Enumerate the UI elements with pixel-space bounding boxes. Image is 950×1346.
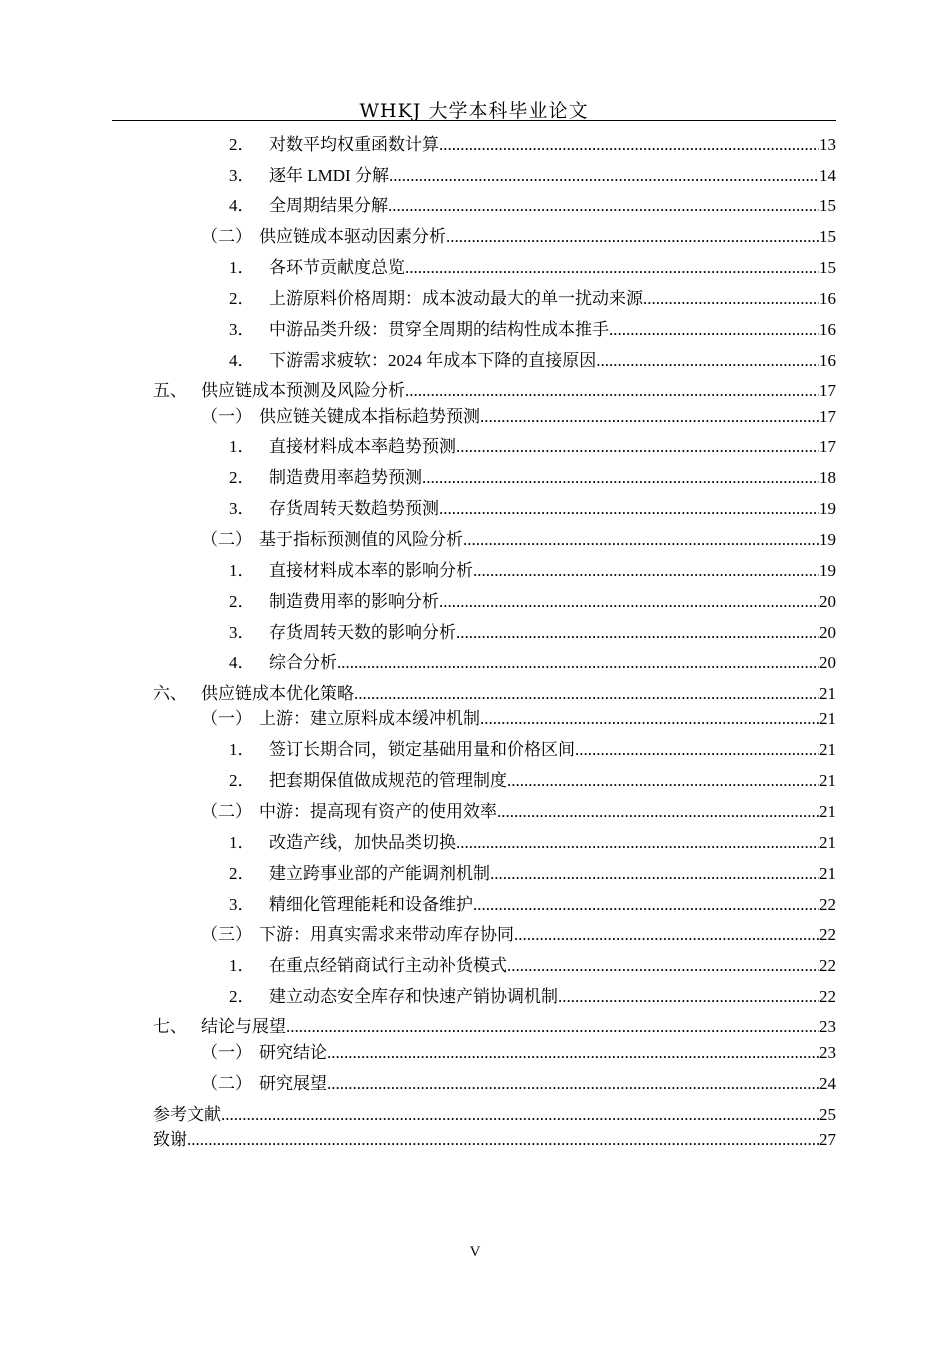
toc-entry[interactable] bbox=[229, 623, 836, 643]
toc-entry-number: （二） bbox=[201, 1074, 252, 1093]
toc-dot-leader bbox=[609, 320, 819, 340]
toc-dot-leader bbox=[473, 561, 819, 581]
toc-entry-title: 在重点经销商试行主动补货模式 bbox=[269, 956, 507, 975]
toc-entry[interactable] bbox=[229, 956, 836, 976]
toc-entry[interactable] bbox=[201, 407, 836, 427]
toc-entry-number: （一） bbox=[201, 1043, 252, 1062]
toc-entry[interactable] bbox=[153, 381, 836, 401]
toc-entry[interactable] bbox=[229, 258, 836, 278]
toc-entry-title: 供应链成本优化策略 bbox=[201, 684, 354, 703]
toc-entry-page: 21 bbox=[819, 802, 836, 821]
toc-dot-leader bbox=[439, 499, 819, 519]
toc-entry[interactable] bbox=[201, 1043, 836, 1063]
toc-entry-number: （三） bbox=[201, 925, 252, 944]
toc-entry-number: 4． bbox=[229, 196, 255, 215]
toc-entry-title: 签订长期合同，锁定基础用量和价格区间 bbox=[269, 740, 575, 759]
toc-entry-title: 精细化管理能耗和设备维护 bbox=[269, 895, 473, 914]
toc-entry-page: 19 bbox=[819, 530, 836, 549]
toc-entry-number: 1． bbox=[229, 561, 255, 580]
toc-entry-number: 2． bbox=[229, 289, 255, 308]
toc-entry-title: 参考文献 bbox=[153, 1105, 221, 1124]
toc-dot-leader bbox=[354, 684, 819, 704]
toc-entry-number: 2． bbox=[229, 135, 255, 154]
toc-entry-number: 2． bbox=[229, 592, 255, 611]
toc-entry-title: 供应链关键成本指标趋势预测 bbox=[259, 407, 480, 426]
toc-entry-page: 14 bbox=[819, 166, 836, 185]
toc-entry[interactable] bbox=[229, 864, 836, 884]
toc-entry-number: （二） bbox=[201, 802, 252, 821]
toc-entry-number: 2． bbox=[229, 468, 255, 487]
toc-dot-leader bbox=[490, 864, 819, 884]
toc-entry-page: 27 bbox=[819, 1130, 836, 1149]
toc-entry-title: 直接材料成本率趋势预测 bbox=[269, 437, 456, 456]
toc-entry[interactable] bbox=[229, 895, 836, 915]
toc-dot-leader bbox=[514, 925, 819, 945]
toc-dot-leader bbox=[480, 709, 819, 729]
toc-dot-leader bbox=[456, 437, 819, 457]
toc-entry-number: 3． bbox=[229, 895, 255, 914]
toc-entry[interactable] bbox=[229, 499, 836, 519]
toc-entry-title: 全周期结果分解 bbox=[269, 196, 388, 215]
toc-entry[interactable] bbox=[229, 987, 836, 1007]
toc-entry[interactable] bbox=[229, 833, 836, 853]
toc-entry-page: 22 bbox=[819, 925, 836, 944]
toc-entry-number: 1． bbox=[229, 740, 255, 759]
toc-entry-title: 存货周转天数趋势预测 bbox=[269, 499, 439, 518]
toc-entry-page: 21 bbox=[819, 771, 836, 790]
toc-dot-leader bbox=[463, 530, 819, 550]
toc-dot-leader bbox=[327, 1043, 819, 1063]
toc-entry[interactable] bbox=[229, 561, 836, 581]
toc-entry-number: 2． bbox=[229, 987, 255, 1006]
toc-entry[interactable] bbox=[229, 351, 836, 371]
toc-dot-leader bbox=[187, 1130, 819, 1150]
toc-entry[interactable] bbox=[201, 1074, 836, 1094]
toc-entry-page: 16 bbox=[819, 351, 836, 370]
toc-entry-title: 中游：提高现有资产的使用效率 bbox=[259, 802, 497, 821]
toc-dot-leader bbox=[480, 407, 819, 427]
header-title: WHKJ 大学本科毕业论文 bbox=[359, 100, 589, 122]
toc-dot-leader bbox=[337, 653, 819, 673]
toc-entry[interactable] bbox=[229, 166, 836, 186]
toc-entry[interactable] bbox=[229, 289, 836, 309]
toc-entry-page: 25 bbox=[819, 1105, 836, 1124]
toc-dot-leader bbox=[507, 771, 819, 791]
toc-entry-page: 15 bbox=[819, 258, 836, 277]
toc-entry-page: 23 bbox=[819, 1017, 836, 1036]
toc-entry-page: 20 bbox=[819, 592, 836, 611]
toc-entry-title: 建立动态安全库存和快速产销协调机制 bbox=[269, 987, 558, 1006]
toc-entry-title: 基于指标预测值的风险分析 bbox=[259, 530, 463, 549]
toc-dot-leader bbox=[286, 1017, 819, 1037]
toc-entry-title: 建立跨事业部的产能调剂机制 bbox=[269, 864, 490, 883]
toc-entry-page: 21 bbox=[819, 740, 836, 759]
toc-dot-leader bbox=[507, 956, 819, 976]
toc-entry[interactable] bbox=[229, 468, 836, 488]
toc-entry-page: 20 bbox=[819, 653, 836, 672]
toc-entry[interactable] bbox=[153, 1017, 836, 1037]
toc-entry-page: 16 bbox=[819, 320, 836, 339]
toc-entry[interactable] bbox=[201, 709, 836, 729]
toc-dot-leader bbox=[389, 166, 819, 186]
toc-entry-page: 22 bbox=[819, 895, 836, 914]
toc-entry-page: 21 bbox=[819, 864, 836, 883]
toc-entry-title: 上游：建立原料成本缓冲机制 bbox=[259, 709, 480, 728]
page-number: V bbox=[469, 1244, 481, 1260]
toc-entry-title: 下游：用真实需求来带动库存协同 bbox=[259, 925, 514, 944]
toc-entry-page: 21 bbox=[819, 709, 836, 728]
toc-entry-number: 3． bbox=[229, 166, 255, 185]
toc-entry-page: 15 bbox=[819, 227, 836, 246]
toc-entry-title: 改造产线，加快品类切换 bbox=[269, 833, 456, 852]
toc-entry[interactable] bbox=[229, 592, 836, 612]
toc-entry[interactable] bbox=[229, 320, 836, 340]
toc-entry[interactable] bbox=[153, 1105, 836, 1125]
toc-entry-number: 1． bbox=[229, 833, 255, 852]
toc-entry[interactable] bbox=[229, 196, 836, 216]
toc-entry[interactable] bbox=[229, 653, 836, 673]
toc-entry-page: 18 bbox=[819, 468, 836, 487]
toc-dot-leader bbox=[596, 351, 819, 371]
toc-entry-number: 4． bbox=[229, 351, 255, 370]
toc-entry-page: 19 bbox=[819, 499, 836, 518]
toc-entry-number: 2． bbox=[229, 771, 255, 790]
toc-dot-leader bbox=[221, 1105, 819, 1125]
toc-entry-number: 3． bbox=[229, 320, 255, 339]
toc-entry-title: 研究展望 bbox=[259, 1074, 327, 1093]
toc-entry-title: 下游需求疲软：2024 年成本下降的直接原因 bbox=[269, 351, 597, 370]
toc-dot-leader bbox=[446, 227, 819, 247]
toc-entry-page: 22 bbox=[819, 987, 836, 1006]
toc-entry-page: 21 bbox=[819, 684, 836, 703]
toc-entry[interactable] bbox=[229, 437, 836, 457]
toc-dot-leader bbox=[439, 135, 819, 155]
toc-entry-page: 23 bbox=[819, 1043, 836, 1062]
toc-entry-number: 七、 bbox=[153, 1017, 187, 1036]
toc-entry-title: 逐年 LMDI 分解 bbox=[269, 166, 389, 185]
toc-entry[interactable] bbox=[229, 135, 836, 155]
toc-entry-page: 21 bbox=[819, 833, 836, 852]
toc-entry[interactable] bbox=[229, 740, 836, 760]
toc-entry-title: 存货周转天数的影响分析 bbox=[269, 623, 456, 642]
toc-entry-number: 4． bbox=[229, 653, 255, 672]
toc-entry-title: 综合分析 bbox=[269, 653, 337, 672]
toc-dot-leader bbox=[405, 258, 819, 278]
toc-entry-page: 13 bbox=[819, 135, 836, 154]
toc-entry-title: 上游原料价格周期：成本波动最大的单一扰动来源 bbox=[269, 289, 643, 308]
toc-entry-number: 1． bbox=[229, 437, 255, 456]
toc-entry[interactable] bbox=[201, 802, 836, 822]
toc-entry-number: （二） bbox=[201, 227, 252, 246]
toc-entry[interactable] bbox=[153, 1130, 836, 1150]
toc-entry-number: （一） bbox=[201, 407, 252, 426]
toc-entry-number: 五、 bbox=[153, 381, 187, 400]
toc-entry-page: 19 bbox=[819, 561, 836, 580]
toc-entry-title: 制造费用率的影响分析 bbox=[269, 592, 439, 611]
toc-entry[interactable] bbox=[229, 771, 836, 791]
toc-entry-number: 3． bbox=[229, 623, 255, 642]
toc-entry-number: （二） bbox=[201, 530, 252, 549]
toc-entry-page: 17 bbox=[819, 407, 836, 426]
toc-entry-title: 结论与展望 bbox=[201, 1017, 286, 1036]
toc-entry-title: 制造费用率趋势预测 bbox=[269, 468, 422, 487]
toc-entry[interactable] bbox=[201, 530, 836, 550]
toc-entry-number: 1． bbox=[229, 258, 255, 277]
toc-dot-leader bbox=[405, 381, 819, 401]
toc-dot-leader bbox=[497, 802, 819, 822]
toc-dot-leader bbox=[558, 987, 819, 1007]
toc-entry-page: 20 bbox=[819, 623, 836, 642]
toc-entry-title: 把套期保值做成规范的管理制度 bbox=[269, 771, 507, 790]
toc-dot-leader bbox=[388, 196, 819, 216]
toc-entry-page: 22 bbox=[819, 956, 836, 975]
toc-dot-leader bbox=[456, 833, 819, 853]
toc-entry-number: 3． bbox=[229, 499, 255, 518]
toc-entry[interactable] bbox=[153, 684, 836, 704]
toc-entry-number: 六、 bbox=[153, 684, 187, 703]
toc-entry-title: 直接材料成本率的影响分析 bbox=[269, 561, 473, 580]
toc-dot-leader bbox=[575, 740, 819, 760]
toc-entry-title: 致谢 bbox=[153, 1130, 187, 1149]
toc-dot-leader bbox=[643, 289, 819, 309]
toc-entry-page: 16 bbox=[819, 289, 836, 308]
toc-entry-title: 对数平均权重函数计算 bbox=[269, 135, 439, 154]
toc-dot-leader bbox=[439, 592, 819, 612]
toc-entry-title: 研究结论 bbox=[259, 1043, 327, 1062]
toc-entry[interactable] bbox=[201, 227, 836, 247]
toc-entry-number: （一） bbox=[201, 709, 252, 728]
toc-dot-leader bbox=[327, 1074, 819, 1094]
toc-entry-page: 17 bbox=[819, 437, 836, 456]
toc-entry-page: 17 bbox=[819, 381, 836, 400]
toc-entry-title: 供应链成本驱动因素分析 bbox=[259, 227, 446, 246]
toc-entry[interactable] bbox=[201, 925, 836, 945]
toc-entry-number: 2． bbox=[229, 864, 255, 883]
toc-dot-leader bbox=[473, 895, 819, 915]
toc-dot-leader bbox=[456, 623, 819, 643]
toc-entry-page: 15 bbox=[819, 196, 836, 215]
toc-dot-leader bbox=[422, 468, 819, 488]
toc-entry-page: 24 bbox=[819, 1074, 836, 1093]
toc-entry-title: 中游品类升级：贯穿全周期的结构性成本推手 bbox=[269, 320, 609, 339]
toc-entry-title: 供应链成本预测及风险分析 bbox=[201, 381, 405, 400]
toc-entry-number: 1． bbox=[229, 956, 255, 975]
toc-entry-title: 各环节贡献度总览 bbox=[269, 258, 405, 277]
